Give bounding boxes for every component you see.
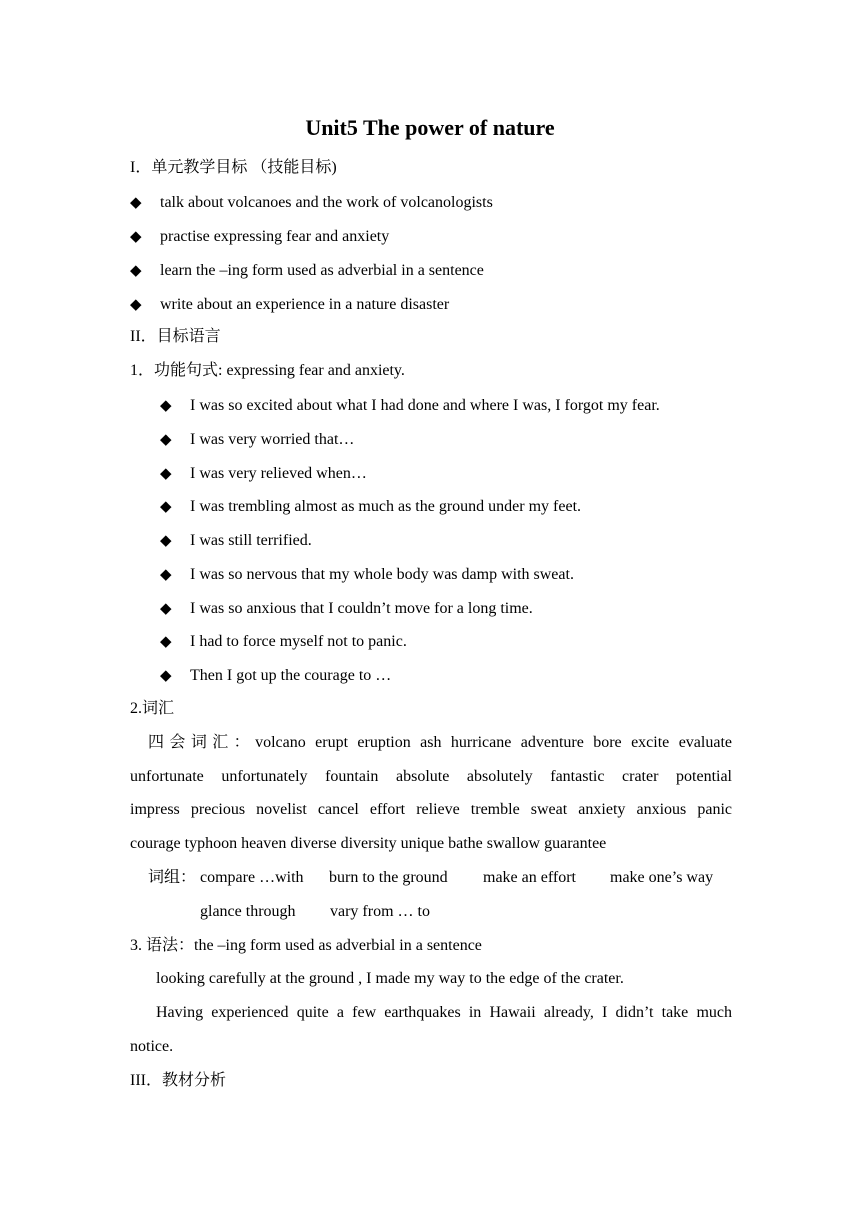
diamond-bullet-icon: ◆ [160, 497, 172, 515]
section-heading-textbook-analysis: III．教材分析 [130, 1072, 226, 1089]
objective-item: ◆ practise expressing fear and anxiety [130, 227, 390, 245]
functional-heading: 1．功能句式: expressing fear and anxiety. [130, 362, 405, 379]
objective-item: ◆ learn the –ing form used as adverbial in a sentence [130, 261, 484, 279]
grammar-example-continued: notice. [130, 1038, 174, 1055]
diamond-bullet-icon: ◆ [130, 227, 142, 245]
phrases-label: 词组： [148, 869, 197, 886]
diamond-bullet-icon: ◆ [160, 531, 172, 549]
vocab-line: 四会词汇：volcano erupt eruption ash hurricane adventure bore excite evaluate [148, 734, 732, 751]
diamond-bullet-icon: ◆ [130, 261, 142, 279]
objective-item: ◆ talk about volcanoes and the work of volcanologists [130, 193, 493, 211]
grammar-example: Having experienced quite a few earthquakes in Hawaii already, I didn’t take much [156, 1004, 732, 1021]
phrase-item: glance through [200, 903, 296, 920]
vocab-line: unfortunate unfortunately fountain absolute absolutely fantastic crater potential [130, 768, 732, 785]
section-heading-objectives: I．单元教学目标 （技能目标) [130, 159, 337, 176]
diamond-bullet-icon: ◆ [160, 464, 172, 482]
phrase-item: compare …with [200, 869, 304, 886]
functional-item: ◆ I was so excited about what I had done and where I was, I forgot my fear. [160, 396, 660, 414]
phrase-item: make one’s way [610, 869, 714, 886]
functional-item: ◆ Then I got up the courage to … [160, 666, 392, 684]
functional-item: ◆ I was so nervous that my whole body was damp with sweat. [160, 565, 574, 583]
phrase-item: burn to the ground [329, 869, 448, 886]
functional-item: ◆ I had to force myself not to panic. [160, 632, 407, 650]
diamond-bullet-icon: ◆ [160, 396, 172, 414]
vocab-heading: 2.词汇 [130, 700, 175, 717]
phrase-item: make an effort [483, 869, 576, 886]
functional-item: ◆ I was so anxious that I couldn’t move for a long time. [160, 599, 533, 617]
functional-item: ◆ I was still terrified. [160, 531, 312, 549]
objective-item: ◆ write about an experience in a nature disaster [130, 295, 450, 313]
diamond-bullet-icon: ◆ [130, 295, 142, 313]
phrase-item: vary from … to [330, 903, 430, 920]
diamond-bullet-icon: ◆ [160, 430, 172, 448]
vocab-line: impress precious novelist cancel effort relieve tremble sweat anxiety anxious panic [130, 801, 732, 818]
diamond-bullet-icon: ◆ [160, 599, 172, 617]
functional-item: ◆ I was very relieved when… [160, 464, 367, 482]
section-heading-target-language: II．目标语言 [130, 328, 221, 345]
diamond-bullet-icon: ◆ [130, 193, 142, 211]
vocab-line: courage typhoon heaven diverse diversity unique bathe swallow guarantee [130, 835, 607, 852]
diamond-bullet-icon: ◆ [160, 666, 172, 684]
grammar-example: looking carefully at the ground , I made my way to the edge of the crater. [156, 970, 624, 987]
diamond-bullet-icon: ◆ [160, 565, 172, 583]
grammar-heading: 3. 语法：the –ing form used as adverbial in a sentence [130, 937, 482, 954]
functional-item: ◆ I was very worried that… [160, 430, 355, 448]
page-title: Unit5 The power of nature [305, 115, 555, 140]
diamond-bullet-icon: ◆ [160, 632, 172, 650]
functional-item: ◆ I was trembling almost as much as the ground under my feet. [160, 497, 582, 515]
